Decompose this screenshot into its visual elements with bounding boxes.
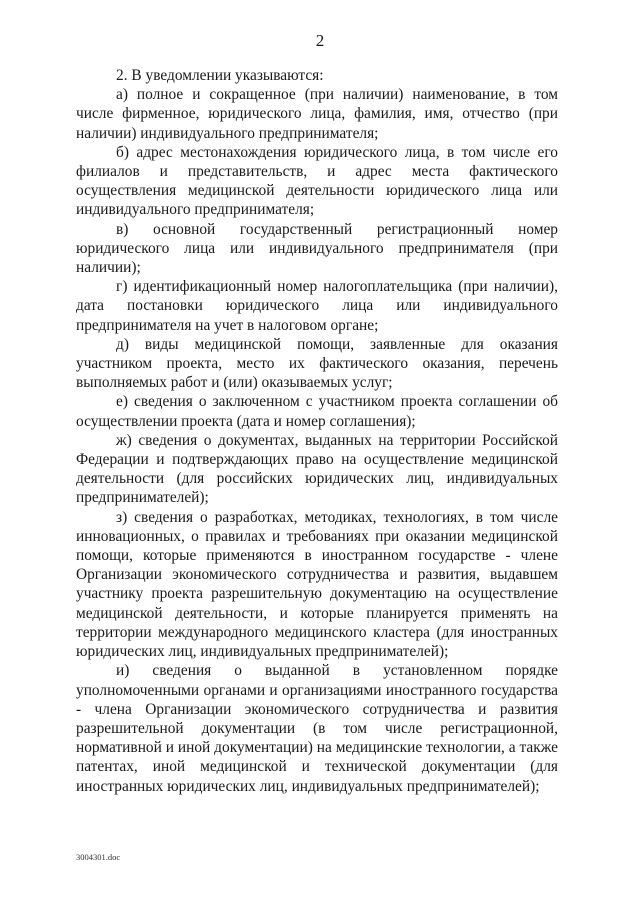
paragraph-z: з) сведения о разработках, методиках, технологиях, в том числе инновационных, о правилах и требованиях при оказании медицинской помощи, которые применяются в иностранном государстве - члене Организации экономического сотрудничества и развития, выдавшем участнику проекта разрешительную документацию на осуществление медицинской деятельности, и которые планируется применять на территории международного медицинского кластера (для иностранных юридических лиц, индивидуальных предпринимателей);	[76, 508, 558, 661]
footer-file-code: 3004301.doc	[76, 852, 121, 862]
paragraph-g: г) идентификационный номер налогоплательщика (при наличии), дата постановки юридического лица или индивидуального предпринимателя на учет в налоговом органе;	[76, 278, 558, 334]
paragraph-b: б) адрес местонахождения юридического лица, в том числе его филиалов и представительств, и адрес места фактического осуществления медицинской деятельности юридического лица или индивидуального предпринимателя;	[76, 143, 558, 219]
page-number: 2	[315, 31, 325, 50]
paragraph-intro: 2. В уведомлении указываются:	[116, 67, 324, 84]
paragraph-a: а) полное и сокращенное (при наличии) наименование, в том числе фирменное, юридического лица, фамилия, имя, отчество (при наличии) индивидуального предпринимателя;	[76, 86, 558, 142]
document-body	[76, 66, 558, 796]
paragraph-e: е) сведения о заключенном с участником проекта соглашении об осуществлении проекта (дата и номер соглашения);	[76, 393, 558, 430]
paragraph-i: и) сведения о выданной в установленном порядке уполномоченными органами и организациями иностранного государства - члена Организации экономического сотрудничества и развития разрешительной документации (в том числе регистрационной, нормативной и иной документации) на медицинские технологии, а также патентах, иной медицинской и технической документации (для иностранных юридических лиц, индивидуальных предпринимателей);	[76, 662, 558, 795]
paragraph-v: в) основной государственный регистрационный номер юридического лица или индивидуального предпринимателя (при наличии);	[76, 220, 558, 277]
paragraph-zh: ж) сведения о документах, выданных на территории Российской Федерации и подтверждающих право на осуществление медицинской деятельности (для российских юридических лиц, индивидуальных предпринимателей);	[76, 431, 558, 507]
paragraph-d: д) виды медицинской помощи, заявленные для оказания участником проекта, место их фактического оказания, перечень выполняемых работ и (или) оказываемых услуг;	[76, 335, 558, 392]
